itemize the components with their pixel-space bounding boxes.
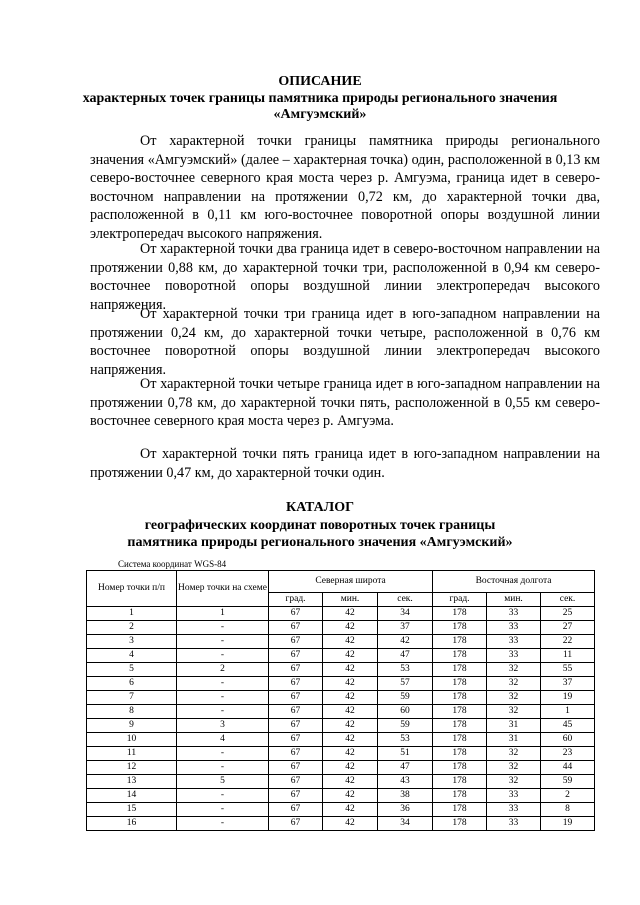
cell-lon-sec: 1	[541, 705, 595, 719]
cell-lat-min: 42	[323, 775, 378, 789]
cell-point-no: 3	[87, 635, 177, 649]
cell-lat-deg: 67	[269, 607, 323, 621]
cell-lat-deg: 67	[269, 817, 323, 831]
cell-lat-min: 42	[323, 663, 378, 677]
cell-point-no: 6	[87, 677, 177, 691]
header-lon-deg: град.	[433, 593, 487, 607]
cell-lon-sec: 59	[541, 775, 595, 789]
cell-lat-min: 42	[323, 621, 378, 635]
cell-lon-deg: 178	[433, 719, 487, 733]
table-row	[87, 761, 595, 775]
description-paragraph-1: От характерной точки границы памятника природы регионального значения «Амгуэмский» (далее – характерная точка) один, расположенной в 0,13 км северо-восточнее северного края моста через р. Амгуэма, граница идет в северо-восточном направлении на протяжении 0,72 км, до характерной точки два, расположенной в 0,11 км юго-восточнее поворотной опоры воздушной линии электропередач высокого напряжения.	[90, 133, 600, 242]
cell-scheme-no: -	[177, 691, 269, 705]
cell-lon-sec: 45	[541, 719, 595, 733]
catalog-title: КАТАЛОГ	[285, 500, 354, 515]
header-lat-deg: град.	[269, 593, 323, 607]
header-lon-sec: сек.	[541, 593, 595, 607]
cell-scheme-no: 4	[177, 733, 269, 747]
cell-lat-sec: 37	[378, 621, 433, 635]
cell-lon-sec: 25	[541, 607, 595, 621]
cell-lon-deg: 178	[433, 705, 487, 719]
cell-lon-min: 33	[487, 817, 541, 831]
cell-lat-deg: 67	[269, 803, 323, 817]
header-lat-sec: сек.	[378, 593, 433, 607]
cell-lon-sec: 37	[541, 677, 595, 691]
catalog-subtitle-line1: географических координат поворотных точек границы	[144, 518, 496, 533]
cell-lon-deg: 178	[433, 747, 487, 761]
cell-scheme-no: -	[177, 649, 269, 663]
description-paragraph-4: От характерной точки четыре граница идет в юго-западном направлении на протяжении 0,78 км, до характерной точки пять, расположенной в 0,55 км северо-восточнее северного края моста через р. Амгуэма.	[90, 376, 600, 430]
cell-lon-sec: 44	[541, 761, 595, 775]
header-north-latitude: Северная широта	[269, 571, 433, 593]
cell-lon-deg: 178	[433, 649, 487, 663]
cell-lat-sec: 36	[378, 803, 433, 817]
cell-lon-sec: 23	[541, 747, 595, 761]
cell-lat-sec: 47	[378, 761, 433, 775]
cell-lon-min: 33	[487, 803, 541, 817]
cell-lon-sec: 60	[541, 733, 595, 747]
table-row	[87, 677, 595, 691]
catalog-subtitle-line2: памятника природы регионального значения «Амгуэмский»	[127, 535, 513, 550]
cell-lon-deg: 178	[433, 607, 487, 621]
cell-lat-deg: 67	[269, 761, 323, 775]
cell-scheme-no: -	[177, 677, 269, 691]
cell-lat-deg: 67	[269, 635, 323, 649]
table-row	[87, 817, 595, 831]
table-row	[87, 705, 595, 719]
cell-point-no: 16	[87, 817, 177, 831]
cell-scheme-no: -	[177, 705, 269, 719]
header-lon-min: мин.	[487, 593, 541, 607]
table-row	[87, 635, 595, 649]
table-row	[87, 649, 595, 663]
cell-lon-deg: 178	[433, 677, 487, 691]
cell-lon-sec: 2	[541, 789, 595, 803]
cell-lon-min: 33	[487, 621, 541, 635]
table-row	[87, 691, 595, 705]
table-row	[87, 733, 595, 747]
cell-lat-min: 42	[323, 649, 378, 663]
cell-lon-sec: 8	[541, 803, 595, 817]
cell-lon-deg: 178	[433, 789, 487, 803]
description-title: ОПИСАНИЕ	[278, 74, 362, 89]
header-lat-min: мин.	[323, 593, 378, 607]
cell-lat-sec: 59	[378, 691, 433, 705]
cell-lat-sec: 59	[378, 719, 433, 733]
description-paragraph-5: От характерной точки пять граница идет в юго-западном направлении на протяжении 0,47 км, до характерной точки один.	[90, 446, 600, 481]
cell-scheme-no: 2	[177, 663, 269, 677]
table-header-row	[87, 571, 595, 593]
cell-lon-min: 32	[487, 775, 541, 789]
cell-lon-min: 33	[487, 607, 541, 621]
cell-lon-min: 31	[487, 719, 541, 733]
cell-lon-min: 32	[487, 691, 541, 705]
cell-lat-sec: 42	[378, 635, 433, 649]
cell-lat-min: 42	[323, 803, 378, 817]
cell-point-no: 2	[87, 621, 177, 635]
cell-point-no: 11	[87, 747, 177, 761]
cell-lat-sec: 34	[378, 817, 433, 831]
cell-lat-deg: 67	[269, 705, 323, 719]
description-paragraph-3: От характерной точки три граница идет в юго-западном направлении на протяжении 0,24 км, до характерной точки четыре, расположенной в 0,76 км восточнее поворотной опоры воздушной линии электропередач высокого напряжения.	[90, 306, 600, 378]
cell-point-no: 4	[87, 649, 177, 663]
table-row	[87, 747, 595, 761]
cell-lon-min: 33	[487, 789, 541, 803]
cell-lon-deg: 178	[433, 663, 487, 677]
cell-lat-min: 42	[323, 719, 378, 733]
header-scheme-no: Номер точки на схеме	[177, 571, 269, 607]
cell-lat-min: 42	[323, 705, 378, 719]
cell-lon-min: 32	[487, 705, 541, 719]
cell-lat-deg: 67	[269, 747, 323, 761]
cell-lon-deg: 178	[433, 817, 487, 831]
description-subtitle-line1: характерных точек границы памятника природы регионального значения	[82, 91, 558, 106]
cell-scheme-no: -	[177, 621, 269, 635]
cell-lon-sec: 27	[541, 621, 595, 635]
cell-lon-deg: 178	[433, 775, 487, 789]
cell-lat-min: 42	[323, 817, 378, 831]
cell-lat-min: 42	[323, 747, 378, 761]
cell-lat-min: 42	[323, 789, 378, 803]
cell-scheme-no: -	[177, 635, 269, 649]
table-row	[87, 789, 595, 803]
table-row	[87, 607, 595, 621]
cell-lat-sec: 34	[378, 607, 433, 621]
cell-lon-deg: 178	[433, 635, 487, 649]
table-row	[87, 719, 595, 733]
cell-point-no: 1	[87, 607, 177, 621]
cell-lon-deg: 178	[433, 691, 487, 705]
cell-point-no: 15	[87, 803, 177, 817]
cell-lat-sec: 38	[378, 789, 433, 803]
cell-scheme-no: -	[177, 747, 269, 761]
header-point-no: Номер точки п/п	[87, 571, 177, 607]
cell-lon-min: 32	[487, 677, 541, 691]
cell-scheme-no: 5	[177, 775, 269, 789]
cell-scheme-no: 1	[177, 607, 269, 621]
cell-scheme-no: -	[177, 789, 269, 803]
description-paragraph-2: От характерной точки два граница идет в северо-восточном направлении на протяжении 0,88 км, до характерной точки три, расположенной в 0,94 км северо-восточнее поворотной опоры воздушной линии электропередач высокого напряжения.	[90, 241, 600, 313]
cell-lon-deg: 178	[433, 621, 487, 635]
cell-lon-sec: 19	[541, 691, 595, 705]
cell-lat-min: 42	[323, 635, 378, 649]
cell-lon-min: 32	[487, 663, 541, 677]
cell-lat-deg: 67	[269, 789, 323, 803]
cell-point-no: 10	[87, 733, 177, 747]
cell-lat-deg: 67	[269, 649, 323, 663]
cell-lat-deg: 67	[269, 691, 323, 705]
cell-point-no: 12	[87, 761, 177, 775]
cell-lat-deg: 67	[269, 621, 323, 635]
cell-lat-min: 42	[323, 733, 378, 747]
cell-lat-sec: 53	[378, 733, 433, 747]
cell-lat-min: 42	[323, 607, 378, 621]
table-row	[87, 621, 595, 635]
table-row	[87, 775, 595, 789]
cell-lon-deg: 178	[433, 761, 487, 775]
cell-lat-sec: 57	[378, 677, 433, 691]
cell-lon-deg: 178	[433, 733, 487, 747]
cell-lat-deg: 67	[269, 663, 323, 677]
cell-lon-sec: 11	[541, 649, 595, 663]
cell-lon-min: 32	[487, 747, 541, 761]
description-subtitle-line2: «Амгуэмский»	[273, 107, 367, 122]
table-row	[87, 663, 595, 677]
cell-lon-sec: 55	[541, 663, 595, 677]
cell-point-no: 13	[87, 775, 177, 789]
cell-lon-sec: 22	[541, 635, 595, 649]
cell-lat-sec: 47	[378, 649, 433, 663]
cell-lon-min: 32	[487, 761, 541, 775]
cell-scheme-no: -	[177, 803, 269, 817]
cell-lon-sec: 19	[541, 817, 595, 831]
table-row	[87, 803, 595, 817]
cell-lat-deg: 67	[269, 719, 323, 733]
cell-lat-min: 42	[323, 761, 378, 775]
cell-scheme-no: -	[177, 761, 269, 775]
cell-lat-sec: 51	[378, 747, 433, 761]
cell-lon-min: 33	[487, 649, 541, 663]
coordinate-system-label: Система координат WGS-84	[118, 559, 227, 569]
cell-lat-min: 42	[323, 691, 378, 705]
cell-lat-sec: 43	[378, 775, 433, 789]
cell-lon-min: 33	[487, 635, 541, 649]
cell-lat-deg: 67	[269, 775, 323, 789]
header-east-longitude: Восточная долгота	[433, 571, 595, 593]
coordinates-table	[86, 570, 595, 831]
cell-point-no: 5	[87, 663, 177, 677]
cell-scheme-no: 3	[177, 719, 269, 733]
cell-point-no: 7	[87, 691, 177, 705]
table-body	[87, 607, 595, 831]
cell-lat-sec: 53	[378, 663, 433, 677]
cell-scheme-no: -	[177, 817, 269, 831]
cell-point-no: 9	[87, 719, 177, 733]
cell-lon-min: 31	[487, 733, 541, 747]
cell-point-no: 14	[87, 789, 177, 803]
cell-lat-min: 42	[323, 677, 378, 691]
cell-point-no: 8	[87, 705, 177, 719]
cell-lon-deg: 178	[433, 803, 487, 817]
cell-lat-deg: 67	[269, 733, 323, 747]
cell-lat-deg: 67	[269, 677, 323, 691]
cell-lat-sec: 60	[378, 705, 433, 719]
